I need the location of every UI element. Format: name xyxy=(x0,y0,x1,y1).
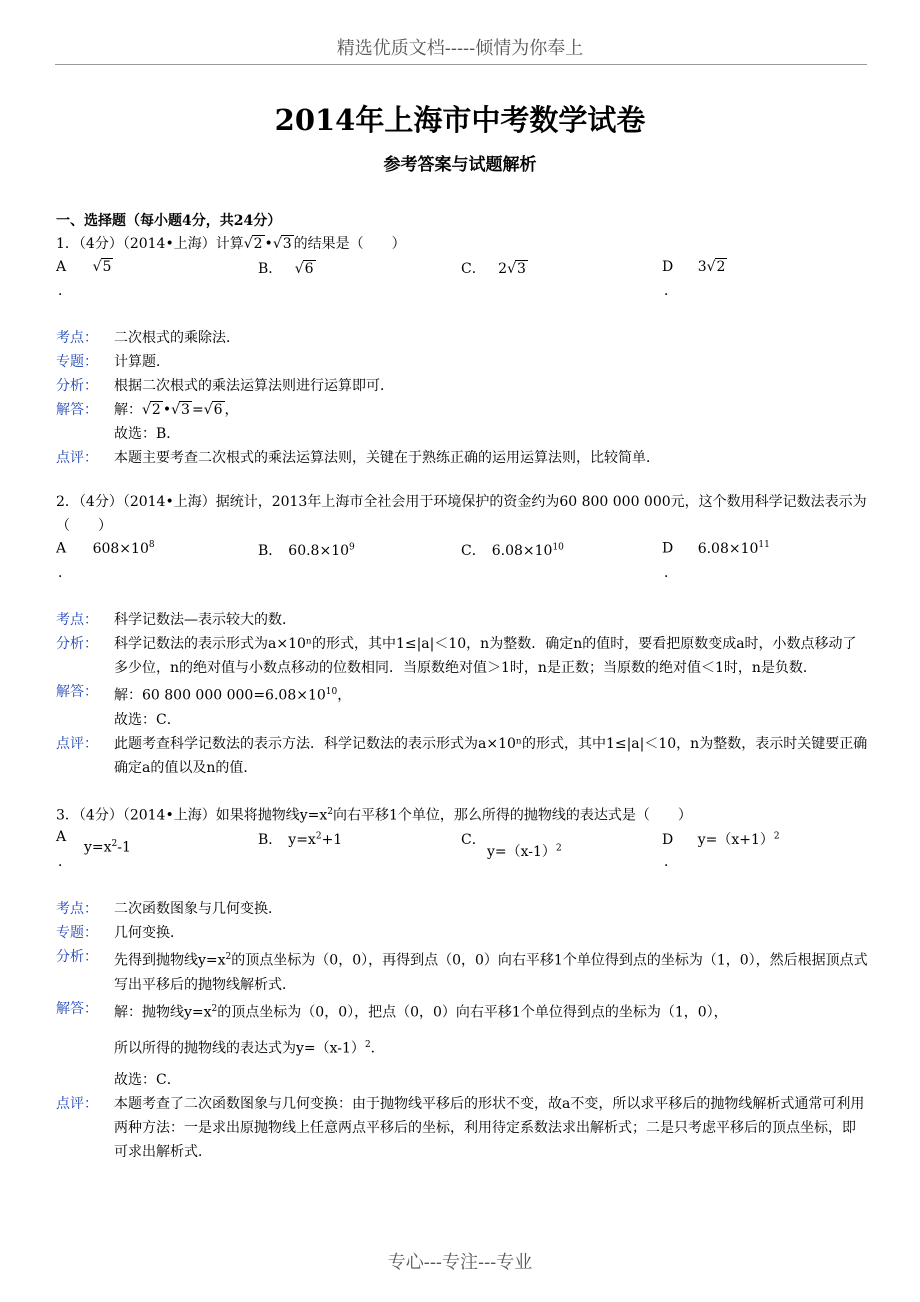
q1-jieda-answer: 故选：B． xyxy=(114,426,181,442)
page-footer: 专心---专注---专业 xyxy=(387,1252,533,1273)
q3-jieda-expression: 所以所得的抛物线的表达式为$y=(x-1)^2$． xyxy=(114,1039,385,1057)
q2-jieda-answer: 故选：C． xyxy=(114,711,181,728)
q1-dianping: 点评： 本题主要考查二次根式的乘法运算法则，关键在于熟练正确的运用运算法则，比较简单． xyxy=(56,450,660,466)
q2-kaodian: 考点： 科学记数法—表示较大的数． xyxy=(56,612,296,628)
option-b[interactable]: B． √6 xyxy=(258,261,314,277)
option-d[interactable]: D ． $y=(x+1)^2$ xyxy=(662,831,780,871)
option-c[interactable]: C． $y=(x-1)^2$ xyxy=(461,832,562,861)
question-2: 2．（4分）（2014•上海）据统计，2013年上海市全社会用于环境保护的资金约为60 800 000 000元，这个数用科学记数法表示为（ ） xyxy=(56,494,867,534)
question-2-options xyxy=(56,538,868,588)
sqrt-2: √2 xyxy=(243,236,263,252)
page-header: 精选优质文档-----倾情为你奉上 xyxy=(336,38,584,59)
question-1-prefix: 1．（4分）（2014•上海）计算 xyxy=(56,236,244,252)
q1-kaodian: 考点： 二次根式的乘除法． xyxy=(56,330,240,346)
option-d[interactable]: D ． $6.08\times 10^{11}$ xyxy=(662,540,770,581)
question-1-options xyxy=(56,256,868,306)
question-3: 3．（4分）（2014•上海）如果将抛物线$y=x^2$向右平移1个单位，那么所得的抛物线的表达式是（ ） xyxy=(56,806,692,824)
q3-jieda: 解答： 解：抛物线$y=x^2$的顶点坐标为（0，0），把点（0，0）向右平移1个单位得到点的坐标为（1，0）， xyxy=(56,1000,728,1021)
option-a[interactable]: A ． √5 xyxy=(56,259,112,299)
question-3-options xyxy=(56,827,868,877)
option-b[interactable]: B． $60.8\times 10^9$ xyxy=(258,542,355,559)
option-b[interactable]: B． $y=x^2+1$ xyxy=(258,831,343,849)
q1-zhuanti: 专题： 计算题． xyxy=(56,354,170,370)
q1-fenxi: 分析： 根据二次根式的乘法运算法则进行运算即可． xyxy=(56,378,394,394)
q1-jieda: 解答： 解：√2 •√3 =√6 ， xyxy=(56,402,239,418)
q3-dianping: 点评： 本题考查了二次函数图象与几何变换：由于抛物线平移后的形状不变，故a不变，所以求平移后的抛物线解析式通常可利用两种方法：一是求出原抛物线上任意两点平移后的坐标，利用待定系数法求出解析式；二是只考虑平移后的顶点坐标，即可求出解析式． xyxy=(56,1096,865,1161)
question-1 xyxy=(56,232,868,256)
section-heading: 一、选择题（每小题4分，共24分） xyxy=(56,213,282,229)
q2-fenxi: 分析： 科学记数法的表示形式为a×10ⁿ的形式，其中1≤|a|＜10，n为整数．确定n的值时，要看把原数变成a时，小数点移动了多少位，n的绝对值与小数点移动的位数相同．当原数绝对值＞1时，n是正数；当原数的绝对值＜1时，n是负数． xyxy=(56,636,857,676)
q3-jieda-answer: 故选：C． xyxy=(114,1072,181,1089)
option-c[interactable]: C． 2√3 xyxy=(461,261,526,277)
q3-fenxi: 分析： 先得到抛物线$y=x^2$的顶点坐标为（0，0），再得到点（0，0）向右平移1个单位得到点的坐标为（1，0），然后根据顶点式写出平移后的抛物线解析式． xyxy=(56,949,868,993)
option-a[interactable]: A ． $y=x^2-1$ xyxy=(56,829,131,871)
option-d[interactable]: D ． 3√2 xyxy=(662,259,726,299)
dot-operator: • xyxy=(264,236,273,252)
exam-content xyxy=(56,210,868,1164)
exam-title: 2014年上海市中考数学试卷 xyxy=(274,103,646,137)
q2-dianping: 点评： 此题考查科学记数法的表示方法．科学记数法的表示形式为a×10ⁿ的形式，其中1≤|a|＜10，n为整数，表示时关键要正确确定a的值以及n的值． xyxy=(56,735,868,776)
exam-subtitle: 参考答案与试题解析 xyxy=(383,155,537,175)
q2-jieda: 解答： 解：60 800 000 $000=6.08\times 10^{10}$， xyxy=(56,684,352,704)
question-1-suffix: 的结果是（ ） xyxy=(293,236,406,252)
option-c[interactable]: C． $6.08\times 10^{10}$ xyxy=(461,542,564,559)
header-divider xyxy=(55,64,867,65)
q3-kaodian: 考点： 二次函数图象与几何变换． xyxy=(56,901,282,918)
sqrt-3: √3 xyxy=(272,236,292,252)
option-a[interactable]: A ． $608\times 10^8$ xyxy=(56,540,155,581)
q3-zhuanti: 专题： 几何变换． xyxy=(56,925,184,942)
